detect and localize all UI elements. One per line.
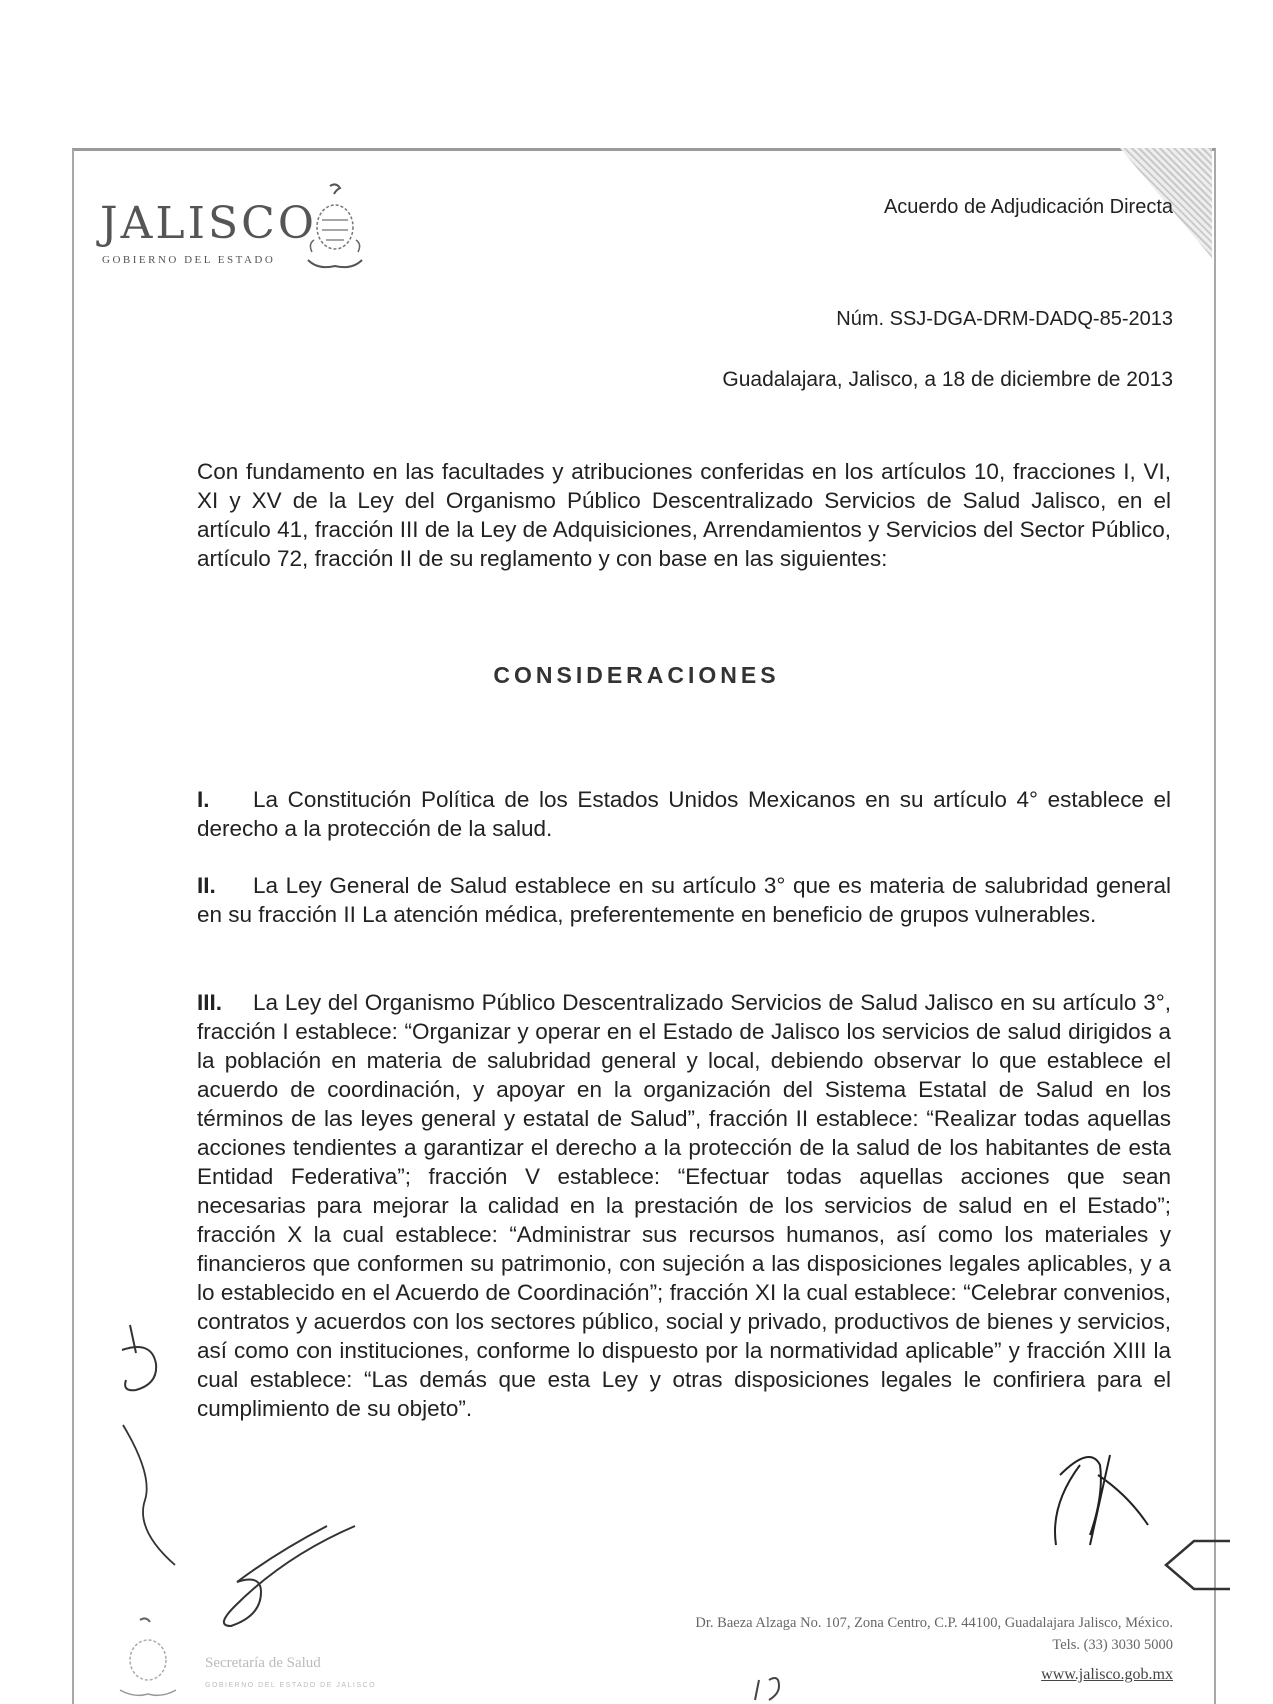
page-number-mark [745,1672,795,1701]
consideration-item [197,871,1171,929]
item-text: La Ley General de Salud establece en su artículo 3° que es materia de salubridad general en su fracción II La atención médica, preferentemente en beneficio de grupos vulnerables. [197,873,1171,927]
intro-paragraph: Con fundamento en las facultades y atribuciones conferidas en los artículos 10, fracciones I, VI, XI y XV de la Ley del Organismo Público Descentralizado Servicios de Salud Jalisco, en el artículo 41, fracción III de la Ley de Adquisiciones, Arrendamientos y Servicios del Sector Público, artículo 72, fracción II de su reglamento y con base en las siguientes: [197,459,1171,571]
consideration-item [197,785,1171,843]
address-line: Dr. Baeza Alzaga No. 107, Zona Centro, C.P. 44100, Guadalajara Jalisco, México. [695,1615,1173,1631]
bottom-crest-icon [110,1610,190,1700]
phone-line: Tels. (33) 3030 5000 [1052,1637,1173,1653]
initials-mark-1 [110,1320,170,1400]
footer-address [695,1612,1173,1656]
logo-subtext: GOBIERNO DEL ESTADO [102,254,276,266]
place-and-date: Guadalajara, Jalisco, a 18 de diciembre de 2013 [722,368,1173,391]
item-number: I. [197,787,210,812]
secretaria-salud-logo [110,1610,390,1700]
bottom-logo-subtext: GOBIERNO DEL ESTADO DE JALISCO [205,1682,377,1689]
handwritten-line-mark [118,1420,188,1570]
item-text: La Constitución Política de los Estados Unidos Mexicanos en su artículo 4° establece el derecho a la protección de la salud. [197,787,1171,841]
website-link[interactable]: www.jalisco.gob.mx [1041,1666,1173,1683]
signature-mark-right [1020,1435,1170,1595]
state-crest-icon [300,182,370,274]
item-number: III. [197,990,223,1015]
section-title: CONSIDERACIONES [493,662,780,688]
document-title: Acuerdo de Adjudicación Directa [883,196,1173,218]
page-tab-mark [1160,1535,1230,1595]
bottom-logo-text: Secretaría de Salud [205,1655,321,1671]
item-number: II. [197,873,216,898]
document-number: Núm. SSJ-DGA-DRM-DADQ-85-2013 [836,308,1173,330]
item-text: La Ley del Organismo Público Descentralizado Servicios de Salud Jalisco en su artículo 3°, fracción I establece: “Organizar y operar en el Estado de Jalisco los servicios de salud dirigidos a la población en materia de salubridad general y local, debiendo observar lo que establece el acuerdo de coordinación, y apoyar en la organización del Sistema Estatal de Salud en los términos de las leyes general y estatal de Salud”, fracción II establece: “Realizar todas aquellas acciones tendientes a garantizar el derecho a la protección de la salud de los habitantes de esta Entidad Federativa”; fracción V establece: “Efectuar todas aquellas acciones que sean necesarias para mejorar la calidad en la prestación de los servicios de salud en el Estado”; fracción X la cual establece: “Administrar sus recursos humanos, así como los materiales y financieros que conformen su patrimonio, con sujeción a las disposiciones legales aplicables, y a lo establecido en el Acuerdo de Coordinación”; fracción XI la cual establece: “Celebrar convenios, contratos y acuerdos con los sectores público, social y privado, productivos de bienes y servicios, así como con instituciones, conforme lo dispuesto por la normatividad aplicable” y fracción XIII la cual establece: “Las demás que esta Ley y otras disposiciones legales le confiriera para el cumplimiento de su objeto”. [197,990,1171,1421]
consideration-item [197,988,1171,1423]
logo-wordmark: JALISCO [100,198,317,249]
